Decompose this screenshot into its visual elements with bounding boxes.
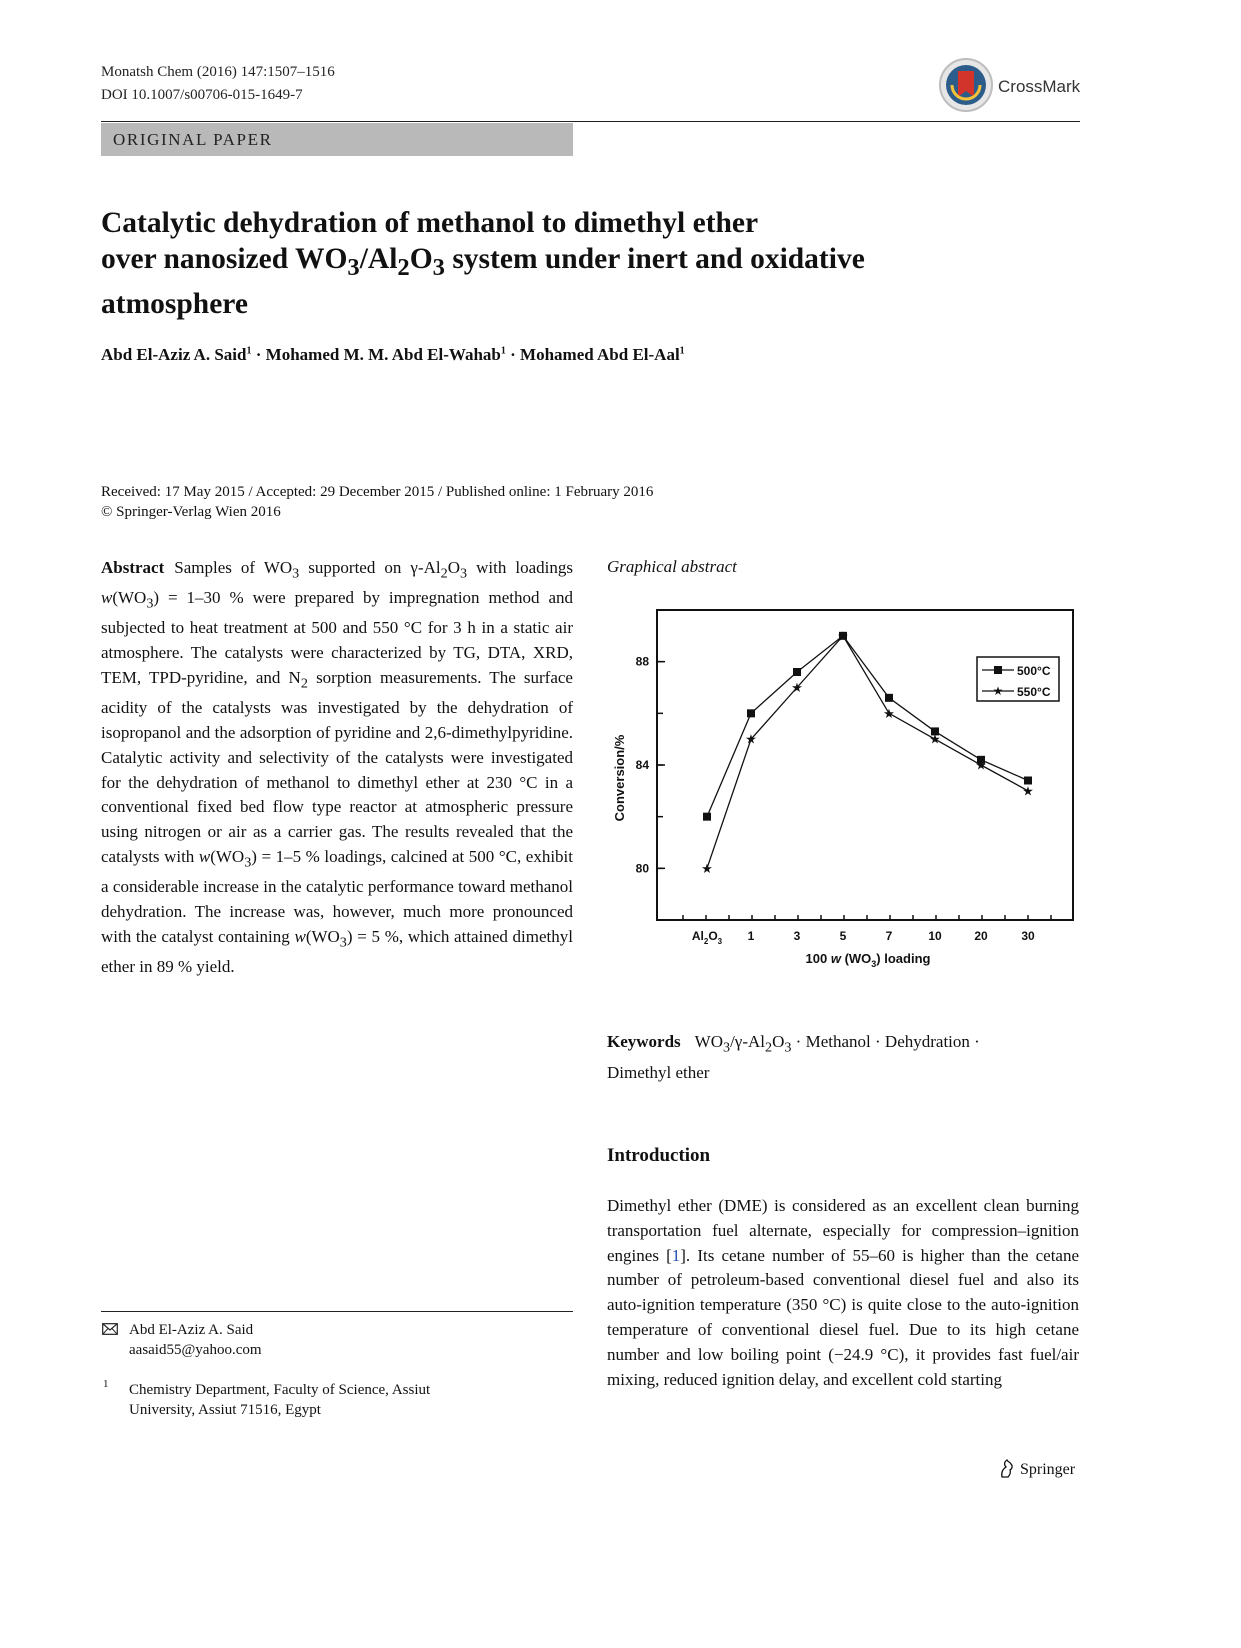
keyword: $WO_3/\gamma-Al_2O_3$ [694,1032,792,1056]
springer-label: Springer [1020,1461,1076,1478]
x-tick-label: 20 [974,929,988,943]
crossmark-badge[interactable] [938,57,1083,115]
data-point-550: ★ [975,757,987,773]
author-email[interactable]: aasaid55@yahoo.com [129,1342,262,1358]
data-point-550: ★ [837,628,849,644]
y-tick-label: 80 [635,861,649,876]
paper-title [101,205,1101,322]
author-name[interactable]: Abd El-Aziz A. Said [101,345,247,364]
keywords-label: Keywords [607,1032,681,1051]
crossmark-label: CrossMark [998,77,1081,96]
data-point-550: ★ [745,731,757,747]
citation-link[interactable]: 1 [671,1245,681,1265]
abstract-label: Abstract [101,558,165,577]
springer-horse-icon [998,1458,1016,1478]
affiliation-line-1: Chemistry Department, Faculty of Science, Assiut [129,1382,431,1398]
title-line-1: Catalytic dehydration of methanol to dimethyl ether [101,207,759,239]
publication-dates: Received: 17 May 2015 / Accepted: 29 December 2015 / Published online: 1 February 2016 [101,484,654,500]
abstract: Abstract Samples of $WO_3$ supported on $\gamma-Al_2O_3$ with loadings $w(WO_3) = 1-30$ % were prepared by impregnation method and subjected to heat treatment at 500 and 550 °C for 3 h in a static air atmosphere. The catalysts were characterized by TG, DTA, XRD, TEM, TPD-pyridine, and $N_2$ sorption measurements. The surface acidity of the catalysts was investigated by the dehydration of isopropanol and the adsorption of pyridine and 2,6-dimethylpyridine. Catalytic activity and selectivity of the catalysts were investigated for the dehydration of methanol to dimethyl ether at 230 °C in a conventional fixed bed flow type reactor at atmospheric pressure using nitrogen or air as a carrier gas. The results revealed that the catalysts with $w(WO_3) = 1-5$ % loadings, calcined at 500 °C, exhibit a considerable increase in the catalytic performance toward methanol dehydration. The increase was, however, much more pronounced with the catalyst containing $w(WO_3) = 5$ %, which attained dimethyl ether in 89 % yield. [101,558,574,976]
journal-citation: Monatsh Chem (2016) 147:1507–1516 [101,64,335,80]
y-axis-label: Conversion/% [612,734,627,822]
data-point-550: ★ [701,860,713,876]
y-tick-label: 88 [635,654,649,669]
graphical-abstract-label: Graphical abstract [607,557,737,576]
data-point-550: ★ [791,680,803,695]
keywords: Keywords $WO_3/\gamma-Al_2O_3$ · Methanol · Dehydration · Dimethyl ether [607,1032,980,1083]
data-point-500 [793,668,801,676]
legend [977,657,1059,701]
author-name[interactable]: Mohamed M. M. Abd El-Wahab [265,345,501,364]
x-tick-label: 10 [928,929,942,943]
author-separator: · [255,345,262,364]
data-point-500 [747,709,755,717]
data-point-500 [885,694,893,702]
affiliation-marker: 1 [500,345,506,357]
crossmark-icon [938,57,994,113]
author-list [101,345,685,365]
header-divider [101,121,1080,122]
springer-logo [998,1458,1075,1479]
data-point-550: ★ [1022,783,1034,799]
introduction-text: Dimethyl ether (DME) is considered as an excellent clean burning transportation fuel alternate, especially for compression–ignition engines [1]. Its cetane number of 55–60 is higher than the cetane number of petroleum-based conventional diesel fuel and also its auto-ignition temperature (350 °C) is quite close to the auto-ignition temperature of conventional diesel fuel. Due to its high cetane number and low boiling point (−24.9 °C), it provides fast fuel/air mixing, reduced ignition delay, and excellent cold starting [607,1196,1080,1389]
x-tick-label: 7 [885,929,893,943]
paper-type-banner: ORIGINAL PAPER [101,123,573,156]
x-tick-label: 1 [747,929,755,943]
introduction-heading: Introduction [607,1145,711,1166]
data-point-500 [703,813,711,821]
title-line-2: over nanosized $WO_3/Al_2O_3$ system under inert and oxidative [101,243,865,281]
keyword: Dimethyl ether [607,1063,710,1083]
data-point-550: ★ [883,705,895,721]
author-separator: · [510,345,516,364]
copyright: © Springer-Verlag Wien 2016 [101,504,281,520]
affiliation-marker: 1 [679,345,685,357]
x-tick-label: 3 [793,929,801,943]
x-tick-label: 30 [1021,929,1035,943]
keyword: Methanol [805,1032,871,1051]
affiliation-marker: 1 [246,345,252,357]
x-axis-label: 100 w $(WO_3)$ loading [805,951,931,969]
footnote-divider [101,1311,573,1312]
conversion-chart [607,593,1087,973]
author-name[interactable]: Mohamed Abd El-Aal [520,345,680,364]
legend-marker-500 [994,666,1002,674]
affiliation-line-2: University, Assiut 71516, Egypt [129,1402,321,1418]
title-line-3: atmosphere [101,287,248,320]
keyword: Dehydration [884,1032,970,1051]
legend-label-500: 500°C [1017,664,1051,678]
envelope-icon [102,1323,118,1335]
affiliation-number: 1 [103,1378,109,1390]
y-tick-label: 84 [635,758,649,772]
doi: DOI 10.1007/s00706-015-1649-7 [101,87,303,103]
data-point-550: ★ [929,731,941,747]
legend-marker-550: ★ [992,684,1004,698]
legend-label-550: 550°C [1017,685,1051,699]
x-tick-label: 5 [839,929,847,943]
x-tick-label: $Al_2O_3$ [691,929,723,946]
corresponding-author: Abd El-Aziz A. Said [129,1322,254,1338]
